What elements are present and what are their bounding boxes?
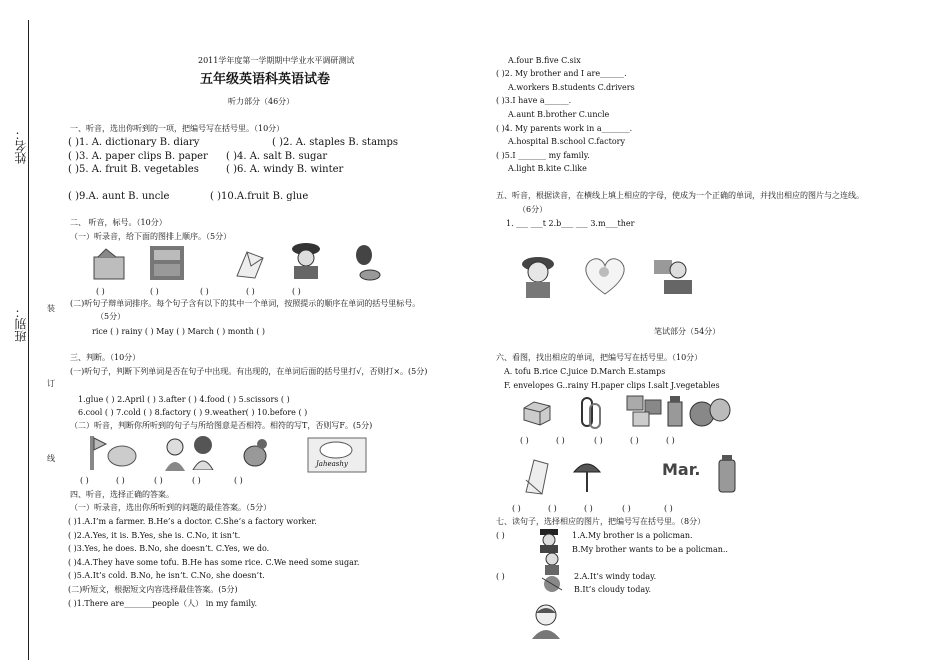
s6-bracket-2[interactable]: ( )	[556, 436, 565, 445]
s4-sub2: (二)听短文，根据短文内容选择最佳答案。(5分)	[68, 585, 238, 594]
s4-item-2: ( )2.A.Yes, it is. B.Yes, she is. C.No, it isn’t.	[68, 531, 241, 540]
rainy-picture	[572, 456, 602, 496]
s2-bracket-5[interactable]: ( )	[292, 287, 301, 296]
written-part-heading: 笔试部分（54分）	[654, 327, 721, 336]
s6-bracket-3[interactable]: ( )	[594, 436, 603, 445]
s1-item-6: ( )6. A. windy B. winter	[226, 164, 344, 175]
r-q4-options: A.hospital B.school C.factory	[508, 137, 626, 146]
s3-bracket-2[interactable]: ( )	[116, 476, 125, 485]
binding-mark-ding: 订	[47, 379, 55, 388]
student-name-label: 姓名：	[14, 128, 28, 164]
s4-sub1: （一）听录音，选出你所听到的问题的最佳答案。（5分）	[70, 503, 272, 512]
class-label: 班别：	[14, 306, 28, 342]
s5-blanks: 1. ___ ___t 2.b___ ___ 3.m___ther	[506, 219, 635, 228]
envelopes-picture	[522, 456, 552, 496]
section3-heading: 三、判断。（10分）	[70, 353, 141, 362]
s4-item-3: ( )3.Yes, he does. B.No, she doesn’t. C.Yes, we do.	[68, 544, 270, 553]
s3-sub2: （二）听音，判断你所听到的句子与所给图意是否相符。相符的写T，否则写F。(5分)	[70, 421, 373, 430]
section6-heading: 六、看图，找出相应的单词，把编号写在括号里。（10分）	[496, 353, 703, 362]
s2-bracket-4[interactable]: ( )	[246, 287, 255, 296]
mother-picture	[650, 256, 694, 296]
s6-options-1: A. tofu B.rice C.juice D.March E.stamps	[504, 367, 666, 376]
s6-bracket-10[interactable]: ( )	[664, 504, 673, 513]
binding-mark-zhuang: 装	[47, 304, 55, 313]
s6-bracket-6[interactable]: ( )	[512, 504, 521, 513]
food-picture	[352, 243, 382, 281]
s2-bracket-2[interactable]: ( )	[150, 287, 159, 296]
s2-sub1: （一）听录音，给下面的图排上顺序。（5分）	[70, 232, 232, 241]
boy-picture	[540, 551, 564, 575]
s7-q1-a: 1.A.My brother is a policman.	[572, 531, 693, 540]
s4-item-4: ( )4.A.They have some tofu. B.He has some rice. C.We need some sugar.	[68, 558, 360, 567]
exam-subtitle: 2011学年度第一学期期中学业水平调研测试	[198, 56, 355, 65]
s3-row1: 1.glue ( ) 2.April ( ) 3.after ( ) 4.food ( ) 5.scissors ( )	[78, 395, 290, 404]
s3-bracket-4[interactable]: ( )	[192, 476, 201, 485]
glue-picture	[92, 247, 126, 281]
section5-heading: 五、听音，根据读音，在横线上填上相应的字母，使成为一个正确的单词，并找出相应的图片与之连线。	[496, 191, 864, 200]
s7-bracket-1[interactable]: ( )	[496, 531, 505, 540]
girl-picture	[526, 603, 566, 639]
s2-sub2-points: （5分）	[96, 312, 126, 321]
sign-text: Jaheashy	[316, 460, 348, 468]
section1-heading: 一、听音，选出你听到的一项，把编号写在括号里。（10分）	[70, 124, 285, 133]
shelf-picture	[148, 244, 186, 282]
s1-item-9: ( )9.A. aunt B. uncle	[68, 191, 170, 202]
envelope-picture	[233, 248, 267, 280]
weather-picture	[84, 434, 140, 472]
cook-picture	[288, 241, 324, 281]
rooster-picture	[240, 436, 270, 470]
s7-bracket-2[interactable]: ( )	[496, 572, 505, 581]
r-q1-options: A.four B.five C.six	[508, 56, 581, 65]
s3-row2: 6.cool ( ) 7.cold ( ) 8.factory ( ) 9.weather( ) 10.before ( )	[78, 408, 308, 417]
windy-picture	[540, 574, 564, 594]
s2-bracket-1[interactable]: ( )	[96, 287, 105, 296]
s6-options-2: F. envelopes G..rainy H.paper clips I.salt J.vegetables	[504, 381, 720, 390]
boy-cap-picture	[518, 254, 558, 300]
s2-bracket-3[interactable]: ( )	[200, 287, 209, 296]
stamps-picture	[625, 394, 663, 428]
r-q5: ( )5.I _______ my family.	[496, 151, 590, 160]
s3-bracket-3[interactable]: ( )	[154, 476, 163, 485]
vegetables-picture	[688, 392, 732, 428]
doctor-picture	[190, 434, 216, 470]
s4-item-1: ( )1.A.I’m a farmer. B.He’s a doctor. C.She’s a factory worker.	[68, 517, 317, 526]
section4-heading: 四、听音，选择正确的答案。	[70, 490, 174, 499]
section7-heading: 七、读句子，选择相应的图片，把编号写在括号里。（8分）	[496, 517, 706, 526]
salt-picture	[664, 394, 686, 428]
s2-word-list: rice ( ) rainy ( ) May ( ) March ( ) month ( )	[92, 327, 266, 336]
s1-item-4: ( )4. A. salt B. sugar	[226, 151, 328, 162]
listening-part-heading: 听力部分（46分）	[228, 97, 295, 106]
section2-heading: 二、 听音，标号。（10分）	[70, 218, 167, 227]
r-q3-options: A.aunt B.brother C.uncle	[508, 110, 610, 119]
s6-bracket-5[interactable]: ( )	[666, 436, 675, 445]
s4-q1: ( )1.There are_______people（人） in my family.	[68, 599, 258, 608]
juice-picture	[716, 454, 738, 494]
nurse-picture	[162, 437, 188, 471]
s1-item-2: ( )2. A. staples B. stamps	[272, 137, 399, 148]
polar-bear-sign-picture	[306, 436, 368, 474]
s6-bracket-1[interactable]: ( )	[520, 436, 529, 445]
s3-bracket-1[interactable]: ( )	[80, 476, 89, 485]
heart-picture	[580, 254, 630, 298]
s1-item-1: ( )1. A. dictionary B. diary	[68, 137, 200, 148]
s3-sub1: (一)听句子，判断下列单词是否在句子中出现。有出现的，在单词后面的括号里打√，否则打×。(5分)	[70, 367, 428, 376]
s1-item-3: ( )3. A. paper clips B. paper	[68, 151, 208, 162]
s2-sub2: (二)听句子辩单词排序。每个句子含有以下的其中一个单词，按照提示的顺序在单词的括号里标号。	[70, 299, 421, 308]
s6-bracket-9[interactable]: ( )	[622, 504, 631, 513]
r-q3: ( )3.I have a______.	[496, 96, 572, 105]
s6-bracket-7[interactable]: ( )	[548, 504, 557, 513]
r-q2: ( )2. My brother and I are______.	[496, 69, 627, 78]
paper-clips-picture	[576, 396, 608, 430]
s7-q1-b: B.My brother wants to be a policman..	[572, 545, 728, 554]
policeman-picture	[534, 527, 564, 553]
r-q2-options: A.workers B.students C.drivers	[508, 83, 635, 92]
s6-bracket-4[interactable]: ( )	[630, 436, 639, 445]
tofu-picture	[522, 400, 552, 426]
s7-q2-a: 2.A.It’s windy today.	[574, 572, 657, 581]
s1-item-5: ( )5. A. fruit B. vegetables	[68, 164, 199, 175]
march-picture-text: Mar.	[662, 460, 701, 479]
s3-bracket-5[interactable]: ( )	[234, 476, 243, 485]
s5-points: （6分）	[518, 205, 548, 214]
s1-item-10: ( )10.A.fruit B. glue	[210, 191, 309, 202]
s6-bracket-8[interactable]: ( )	[584, 504, 593, 513]
r-q5-options: A.light B.kite C.like	[508, 164, 587, 173]
r-q4: ( )4. My parents work in a_______.	[496, 124, 633, 133]
s7-q2-b: B.It’s cloudy today.	[574, 585, 652, 594]
s4-item-5: ( )5.A.It’s cold. B.No, he isn’t. C.No, she doesn’t.	[68, 571, 265, 580]
binding-mark-xian: 线	[47, 454, 55, 463]
exam-title: 五年级英语科英语试卷	[200, 72, 331, 87]
